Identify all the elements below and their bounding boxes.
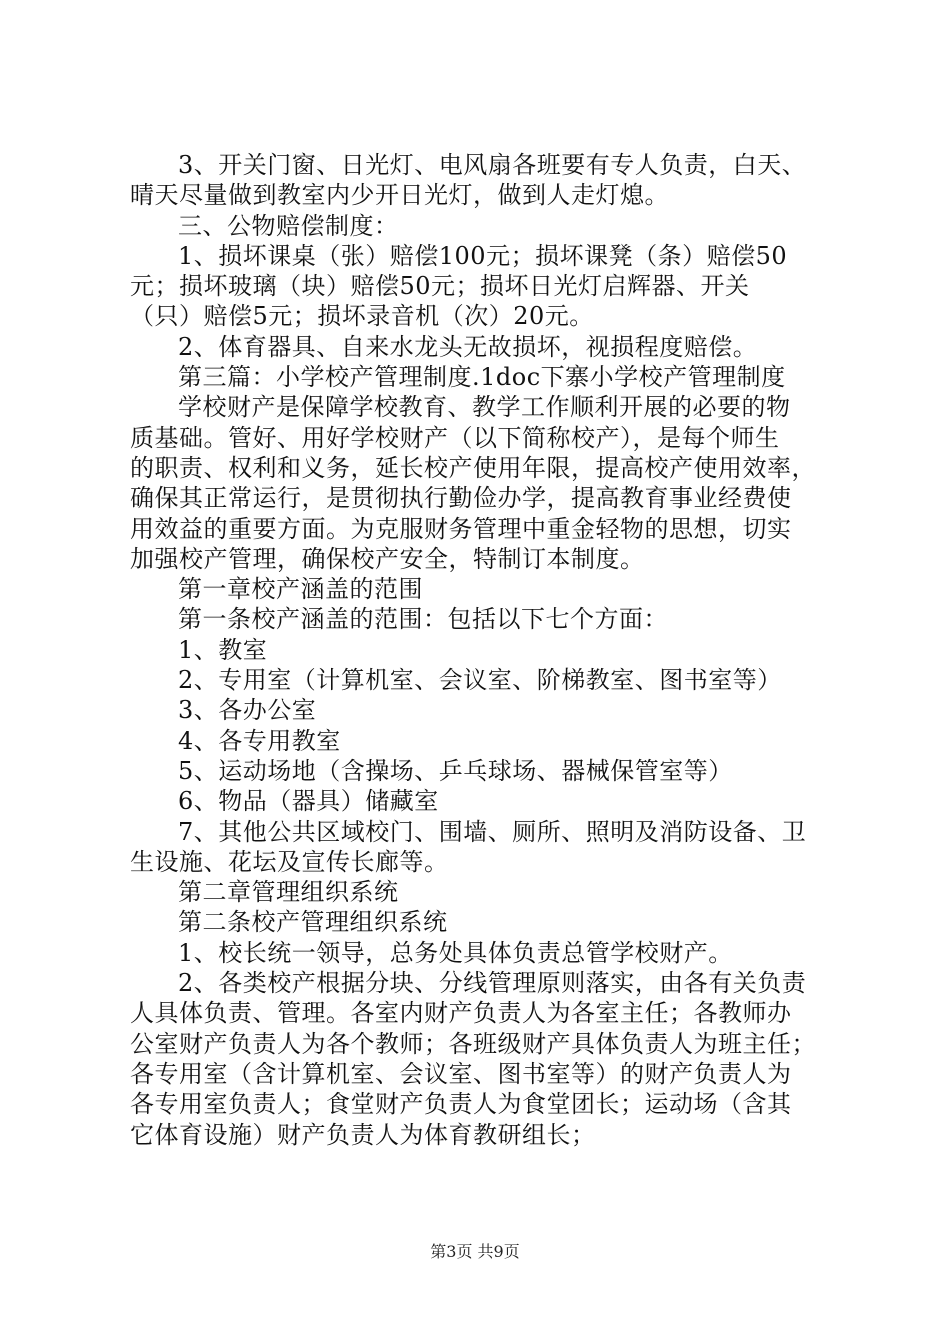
document-body xyxy=(130,150,830,1150)
section-heading: 第二章管理组织系统 xyxy=(178,878,399,907)
list-item: 6、物品（器具）储藏室 xyxy=(178,787,439,816)
text-line: 第二条校产管理组织系统 xyxy=(178,908,448,937)
list-item: 2、各类校产根据分块、分线管理原则落实，由各有关负责 xyxy=(178,969,807,998)
list-item: 3、各办公室 xyxy=(178,696,317,725)
text-line: 学校财产是保障学校教育、教学工作顺利开展的必要的物 xyxy=(178,393,791,422)
text-line: 的职责、权利和义务，延长校产使用年限，提高校产使用效率， xyxy=(130,453,816,482)
list-item: 7、其他公共区域校门、围墙、厕所、照明及消防设备、卫 xyxy=(178,817,807,846)
list-item: 1、校长统一领导，总务处具体负责总管学校财产。 xyxy=(178,938,733,967)
list-item: 4、各专用教室 xyxy=(178,726,341,755)
text-line: 生设施、花坛及宣传长廊等。 xyxy=(130,847,449,876)
text-line: 人具体负责、管理。各室内财产负责人为各室主任；各教师办 xyxy=(130,999,792,1028)
text-line: 公室财产负责人为各个教师；各班级财产具体负责人为班主任； xyxy=(130,1029,816,1058)
text-line: 晴天尽量做到教室内少开日光灯，做到人走灯熄。 xyxy=(130,181,669,210)
text-line: 3、开关门窗、日光灯、电风扇各班要有专人负责，白天、 xyxy=(178,151,807,179)
text-line: 质基础。管好、用好学校财产（以下简称校产），是每个师生 xyxy=(130,423,780,452)
page-number-footer: 第3页 共9页 xyxy=(430,1242,520,1261)
list-item: 2、专用室（计算机室、会议室、阶梯教室、图书室等） xyxy=(178,666,782,695)
text-line: 2、体育器具、自来水龙头无故损坏，视损程度赔偿。 xyxy=(178,332,758,361)
text-line: （只）赔偿5元；损坏录音机（次）20元。 xyxy=(130,302,594,331)
section-heading: 三、公物赔偿制度： xyxy=(178,211,399,240)
text-line: 各专用室负责人；食堂财产负责人为食堂团长；运动场（含其 xyxy=(130,1090,792,1119)
text-line: 1、损坏课桌（张）赔偿100元；损坏课凳（条）赔偿50 xyxy=(178,241,788,270)
text-line: 元；损坏玻璃（块）赔偿50元；损坏日光灯启辉器、开关 xyxy=(130,272,750,301)
list-item: 1、教室 xyxy=(178,635,268,664)
text-line: 各专用室（含计算机室、会议室、图书室等）的财产负责人为 xyxy=(130,1059,792,1088)
text-line: 加强校产管理，确保校产安全，特制订本制度。 xyxy=(130,544,645,573)
text-line: 确保其正常运行，是贯彻执行勤俭办学，提高教育事业经费使 xyxy=(130,484,792,513)
section-heading: 第一章校产涵盖的范围 xyxy=(178,575,423,604)
chapter-title: 第三篇：小学校产管理制度.1doc下寨小学校产管理制度 xyxy=(178,363,786,392)
text-line: 用效益的重要方面。为克服财务管理中重金轻物的思想，切实 xyxy=(130,514,792,543)
text-line: 第一条校产涵盖的范围：包括以下七个方面： xyxy=(178,605,668,634)
list-item: 5、运动场地（含操场、乒乓球场、器械保管室等） xyxy=(178,756,733,785)
text-line: 它体育设施）财产负责人为体育教研组长； xyxy=(130,1120,596,1149)
